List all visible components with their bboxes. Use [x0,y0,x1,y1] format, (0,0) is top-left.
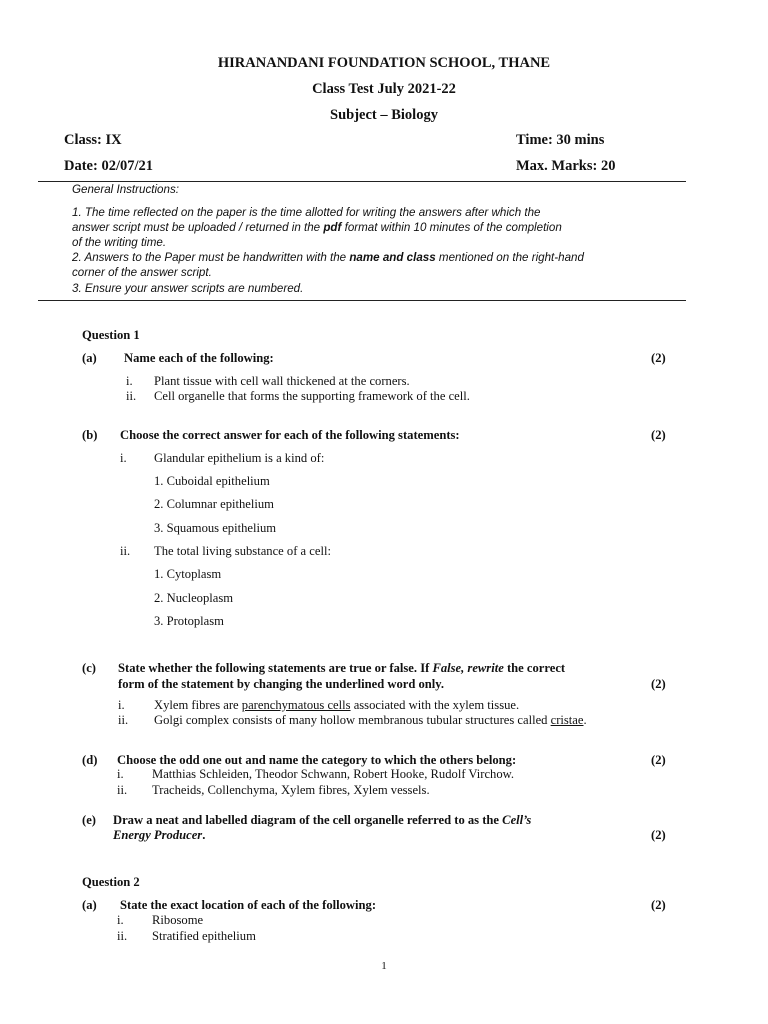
q1d-item-text: Matthias Schleiden, Theodor Schwann, Robert Hooke, Rudolf Virchow. [152,767,515,781]
question-2-title: Question 2 [82,875,140,889]
q1e-line-1: Draw a neat and labelled diagram of the cell organelle referred to as the Cell’s [113,813,532,827]
q1d-item-text: Tracheids, Collenchyma, Xylem fibres, Xylem vessels. [152,783,430,797]
q1a-marks: (2) [651,351,666,365]
q1b-ii-option: 2. Nucleoplasm [154,591,234,605]
class-label: Class: IX [64,132,122,148]
q1b-i-option: 2. Columnar epithelium [154,497,274,511]
instruction-1-line-1: 1. The time reflected on the paper is the time allotted for writing the answers after which the [72,206,541,219]
question-1-title: Question 1 [82,328,140,342]
q1b-ii-num: ii. [120,544,131,558]
q1e-label: (e) [82,813,96,827]
page-number: 1 [381,960,387,972]
q1a-item-num: ii. [126,389,137,403]
subject-title: Subject – Biology [330,107,438,123]
time-label: Time: 30 mins [516,132,605,148]
q1c-ii-text: Golgi complex consists of many hollow membranous tubular structures called cristae. [154,713,587,727]
instruction-3: 3. Ensure your answer scripts are numbered. [72,282,304,295]
q1b-i-num: i. [120,451,127,465]
instruction-2-line-2: corner of the answer script. [72,266,212,279]
q1b-label: (b) [82,428,98,442]
q1b-text: Choose the correct answer for each of the following statements: [120,428,460,442]
instructions-title: General Instructions: [72,183,179,196]
q1c-i-num: i. [118,698,125,712]
instructions-divider [38,300,686,301]
q1e-line-2: Energy Producer. [113,828,206,842]
q1c-i-text: Xylem fibres are parenchymatous cells associated with the xylem tissue. [154,698,520,712]
q2a-item-text: Ribosome [152,913,204,927]
date-label: Date: 02/07/21 [64,158,153,174]
q1b-ii-text: The total living substance of a cell: [154,544,331,558]
instruction-1-line-3: of the writing time. [72,236,167,249]
instruction-2-line-1: 2. Answers to the Paper must be handwritten with the name and class mentioned on the right-hand [72,251,584,264]
q1b-marks: (2) [651,428,666,442]
q1b-i-text: Glandular epithelium is a kind of: [154,451,325,465]
q2a-item-text: Stratified epithelium [152,929,256,943]
q1b-i-option: 1. Cuboidal epithelium [154,474,270,488]
q1c-line-1: State whether the following statements are true or false. If False, rewrite the correct [118,661,566,675]
q1c-marks: (2) [651,677,666,691]
q1d-text: Choose the odd one out and name the category to which the others belong: [117,753,517,767]
q1a-text: Name each of the following: [124,351,274,365]
q2a-text: State the exact location of each of the following: [120,898,377,912]
q1a-label: (a) [82,351,97,365]
instruction-1-line-2: answer script must be uploaded / returned in the pdf format within 10 minutes of the completion [72,221,562,234]
header-divider [38,181,686,182]
q2a-marks: (2) [651,898,666,912]
q1b-ii-option: 1. Cytoplasm [154,567,222,581]
q2a-item-num: ii. [117,929,128,943]
q1b-ii-option: 3. Protoplasm [154,614,224,628]
q1d-label: (d) [82,753,98,767]
max-marks-label: Max. Marks: 20 [516,158,616,174]
q2a-label: (a) [82,898,97,912]
q1d-item-num: i. [117,767,124,781]
q1b-i-option: 3. Squamous epithelium [154,521,277,535]
q1c-ii-num: ii. [118,713,129,727]
test-title: Class Test July 2021-22 [312,81,456,97]
q2a-item-num: i. [117,913,124,927]
q1d-marks: (2) [651,753,666,767]
school-name: HIRANANDANI FOUNDATION SCHOOL, THANE [217,55,551,71]
q1c-label: (c) [82,661,96,675]
q1a-item-text: Cell organelle that forms the supporting framework of the cell. [154,389,470,403]
q1a-item-text: Plant tissue with cell wall thickened at the corners. [154,374,410,388]
q1a-item-num: i. [126,374,133,388]
q1e-marks: (2) [651,828,666,842]
q1c-line-2: form of the statement by changing the underlined word only. [118,677,445,691]
q1d-item-num: ii. [117,783,128,797]
